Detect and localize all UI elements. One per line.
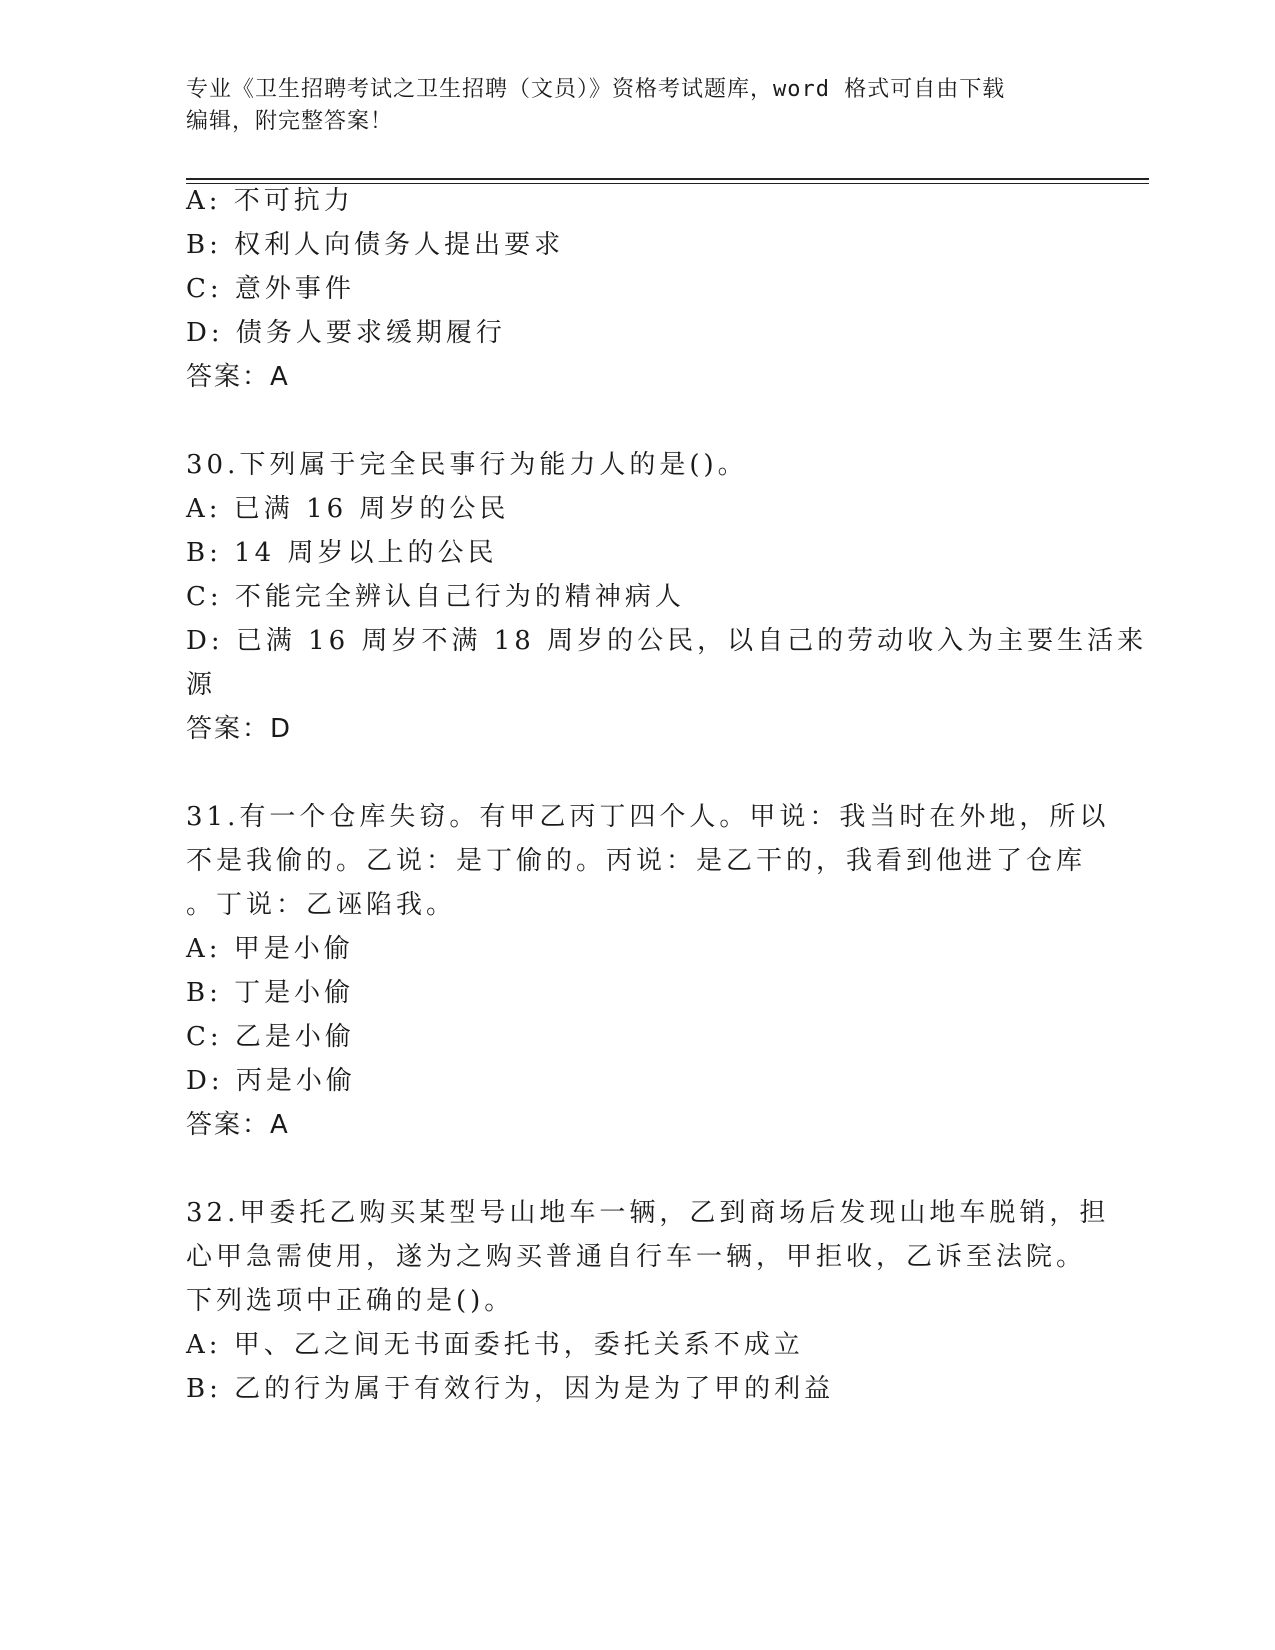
q32-option-a: A: 甲、乙之间无书面委托书，委托关系不成立 [186, 1330, 804, 1360]
q29-option-a: A: 不可抗力 [186, 186, 354, 216]
q31-stem-line-3: 。丁说：乙诬陷我。 [186, 890, 457, 920]
q30-option-d-line-2: 源 [186, 670, 217, 700]
q30-option-d-line-1: D: 已满 16 周岁不满 18 周岁的公民，以自己的劳动收入为主要生活来 [186, 626, 1148, 656]
q30-option-c: C: 不能完全辨认自己行为的精神病人 [186, 582, 685, 612]
q32-stem-line-1: 32.甲委托乙购买某型号山地车一辆，乙到商场后发现山地车脱销，担 [186, 1198, 1110, 1228]
q29-option-c: C: 意外事件 [186, 274, 355, 304]
q30-option-b: B: 14 周岁以上的公民 [186, 538, 498, 568]
q31-answer: 答案：A [186, 1110, 290, 1140]
q32-stem-line-3: 下列选项中正确的是()。 [186, 1286, 515, 1316]
header-line-2: 编辑，附完整答案！ [186, 109, 394, 134]
q29-option-b: B: 权利人向债务人提出要求 [186, 230, 565, 260]
q30-stem: 30.下列属于完全民事行为能力人的是()。 [186, 450, 748, 480]
q31-stem-line-1: 31.有一个仓库失窃。有甲乙丙丁四个人。甲说：我当时在外地，所以 [186, 802, 1110, 832]
q32-stem-line-2: 心甲急需使用，遂为之购买普通自行车一辆，甲拒收，乙诉至法院。 [186, 1242, 1087, 1272]
q29-answer: 答案：A [186, 362, 290, 392]
q30-option-a: A: 已满 16 周岁的公民 [186, 494, 510, 524]
document-header [186, 74, 1086, 138]
q31-option-d: D: 丙是小偷 [186, 1066, 356, 1096]
header-line-1: 专业《卫生招聘考试之卫生招聘（文员）》资格考试题库，word 格式可自由下载 [186, 77, 1006, 102]
q31-option-c: C: 乙是小偷 [186, 1022, 355, 1052]
q32-option-b: B: 乙的行为属于有效行为，因为是为了甲的利益 [186, 1374, 835, 1404]
q31-stem-line-2: 不是我偷的。乙说：是丁偷的。丙说：是乙干的，我看到他进了仓库 [186, 846, 1087, 876]
header-divider-thick [186, 178, 1149, 180]
q30-answer: 答案：D [186, 714, 293, 744]
q31-option-a: A: 甲是小偷 [186, 934, 354, 964]
q31-option-b: B: 丁是小偷 [186, 978, 355, 1008]
q29-option-d: D: 债务人要求缓期履行 [186, 318, 506, 348]
